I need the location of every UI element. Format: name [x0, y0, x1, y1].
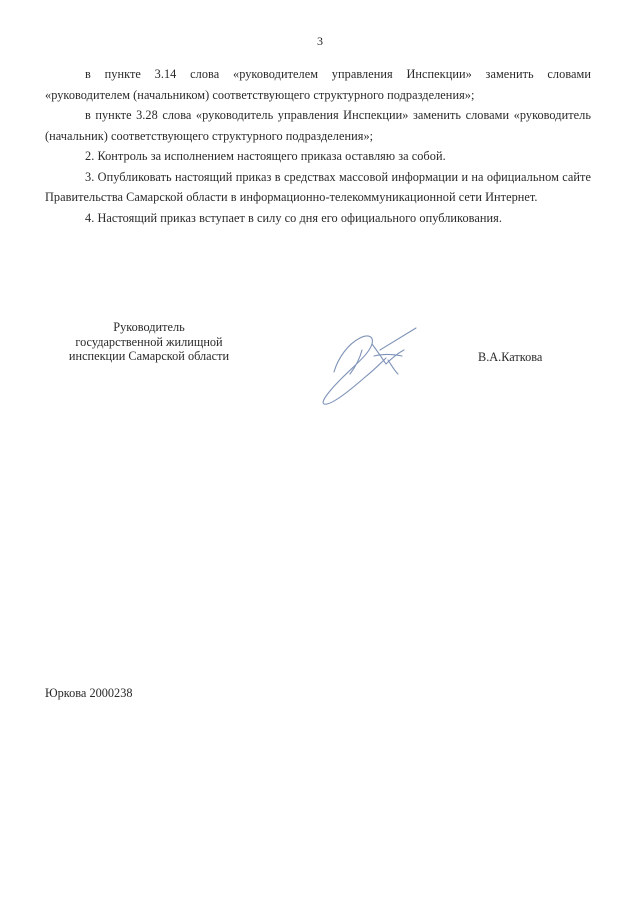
paragraph-item-3-14: в пункте 3.14 слова «руководителем управления Инспекции» заменить словами «руководителем (начальником) соответствующего структурного подразделения»;: [45, 67, 591, 102]
signer-name: В.А.Каткова: [478, 350, 543, 364]
paragraph-item-3-28: в пункте 3.28 слова «руководитель управления Инспекции» заменить словами «руководитель (начальник) соответствующего структурного подразделения»;: [45, 108, 591, 143]
paragraph-control: 2. Контроль за исполнением настоящего приказа оставляю за собой.: [85, 149, 446, 163]
signatory-title: [44, 320, 254, 364]
signature-stroke: [323, 336, 386, 404]
paragraph-effective: 4. Настоящий приказ вступает в силу со дня его официального опубликования.: [85, 210, 502, 225]
signature-stroke: [350, 350, 362, 374]
signature-stroke: [388, 360, 398, 374]
signatory-title-line: государственной жилищной: [75, 334, 223, 349]
document-body: [45, 64, 591, 228]
handwritten-signature: [312, 320, 437, 408]
paragraph-publish: 3. Опубликовать настоящий приказ в средствах массовой информации и на официальном сайте Правительства Самарской области в информационно-телекоммуникационной сети Интернет.: [45, 169, 591, 204]
page-number: 3: [317, 34, 323, 48]
signature-stroke: [380, 328, 416, 350]
signature-stroke: [374, 355, 402, 357]
executor-contact: Юркова 2000238: [45, 686, 133, 700]
signatory-title-line: инспекции Самарской области: [68, 349, 230, 363]
signatory-title-line: Руководитель: [113, 320, 185, 334]
